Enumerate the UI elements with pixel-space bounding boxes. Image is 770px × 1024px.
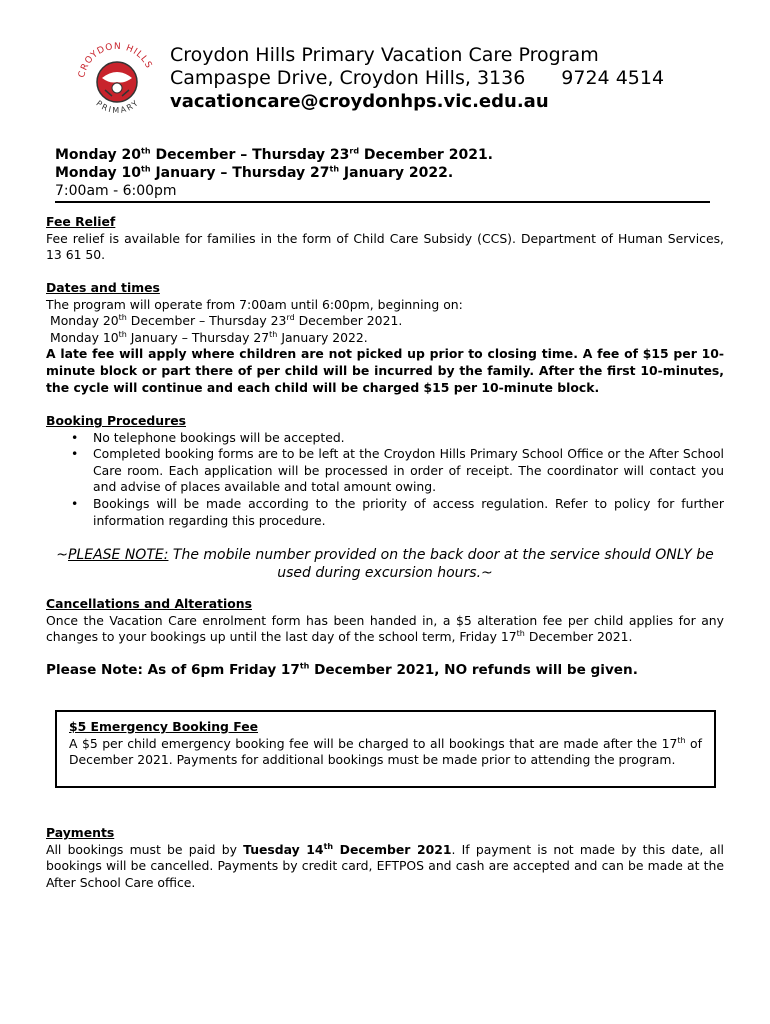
refund-note: Please Note: As of 6pm Friday 17th December 2021, NO refunds will be given.	[46, 661, 638, 678]
address: Campaspe Drive, Croydon Hills, 3136	[170, 67, 526, 89]
fee-relief-section	[46, 214, 724, 264]
payments-section	[46, 825, 724, 891]
booking-heading: Booking Procedures	[46, 413, 186, 428]
operating-hours: 7:00am - 6:00pm	[55, 183, 177, 199]
letterhead	[170, 44, 664, 113]
program-title: Croydon Hills Primary Vacation Care Program	[170, 44, 599, 66]
emergency-fee-box	[55, 710, 716, 788]
cancellations-section	[46, 596, 724, 646]
logo-ring-text: CROYDON HILLS	[77, 41, 154, 79]
school-logo	[72, 38, 162, 118]
date-range-2: Monday 10th January – Thursday 27th January 2022.	[55, 164, 454, 181]
emergency-text: A $5 per child emergency booking fee will be charged to all bookings that are made after the 17th of December 2021. Payments for additional bookings must be made prior to attending the program.	[69, 735, 702, 768]
cancellations-heading: Cancellations and Alterations	[46, 596, 252, 611]
list-item: • Bookings will be made according to the priority of access regulation. Refer to policy for further information regarding this procedure.	[93, 496, 724, 529]
booking-section	[46, 413, 724, 529]
dates-times-intro: The program will operate from 7:00am until 6:00pm, beginning on:	[46, 296, 463, 312]
phone-number: 9724 4514	[561, 67, 665, 89]
cancellations-text: Once the Vacation Care enrolment form has been handed in, a $5 alteration fee per child applies for any changes to your bookings up until the last day of the school term, Friday 17th December 2021.	[46, 612, 724, 645]
program-dates	[55, 146, 710, 203]
list-item: • No telephone bookings will be accepted.	[93, 430, 724, 447]
dates-times-range-1: Monday 20th December – Thursday 23rd December 2021.	[50, 313, 403, 329]
date-range-1: Monday 20th December – Thursday 23rd December 2021.	[55, 146, 493, 163]
fee-relief-heading: Fee Relief	[46, 214, 116, 229]
list-item: • Completed booking forms are to be left at the Croydon Hills Primary School Office or the After School Care room. Each application will be processed in order of receipt. The coordinator will contact you and advise of places available and total amount owing.	[93, 446, 724, 496]
late-fee-notice: A late fee will apply where children are not picked up prior to closing time. A fee of $15 per 10-minute block or part there of per child will be incurred by the family. After the first 10-minutes, the cycle will continue and each child will be charged $15 per 10-minute block.	[46, 346, 724, 395]
address-line	[170, 67, 664, 90]
dates-times-heading: Dates and times	[46, 280, 160, 295]
email-address: vacationcare@croydonhps.vic.edu.au	[170, 91, 549, 112]
mobile-number-note: ~PLEASE NOTE: The mobile number provided on the back door at the service should ONLY be used during excursion hours.~	[56, 547, 714, 581]
payments-heading: Payments	[46, 825, 115, 840]
payments-text: All bookings must be paid by Tuesday 14th December 2021. If payment is not made by this date, all bookings will be cancelled. Payments by credit card, EFTPOS and cash are accepted and can be made at the After School Care office.	[46, 841, 724, 890]
emergency-heading: $5 Emergency Booking Fee	[69, 719, 259, 734]
dates-times-range-2: Monday 10th January – Thursday 27th January 2022.	[50, 329, 368, 345]
fee-relief-text: Fee relief is available for families in the form of Child Care Subsidy (CCS). Department of Human Services, 13 61 50.	[46, 230, 724, 263]
booking-list	[46, 430, 724, 530]
logo-bottom-text: PRIMARY	[94, 97, 142, 115]
dates-times-section	[46, 280, 724, 396]
